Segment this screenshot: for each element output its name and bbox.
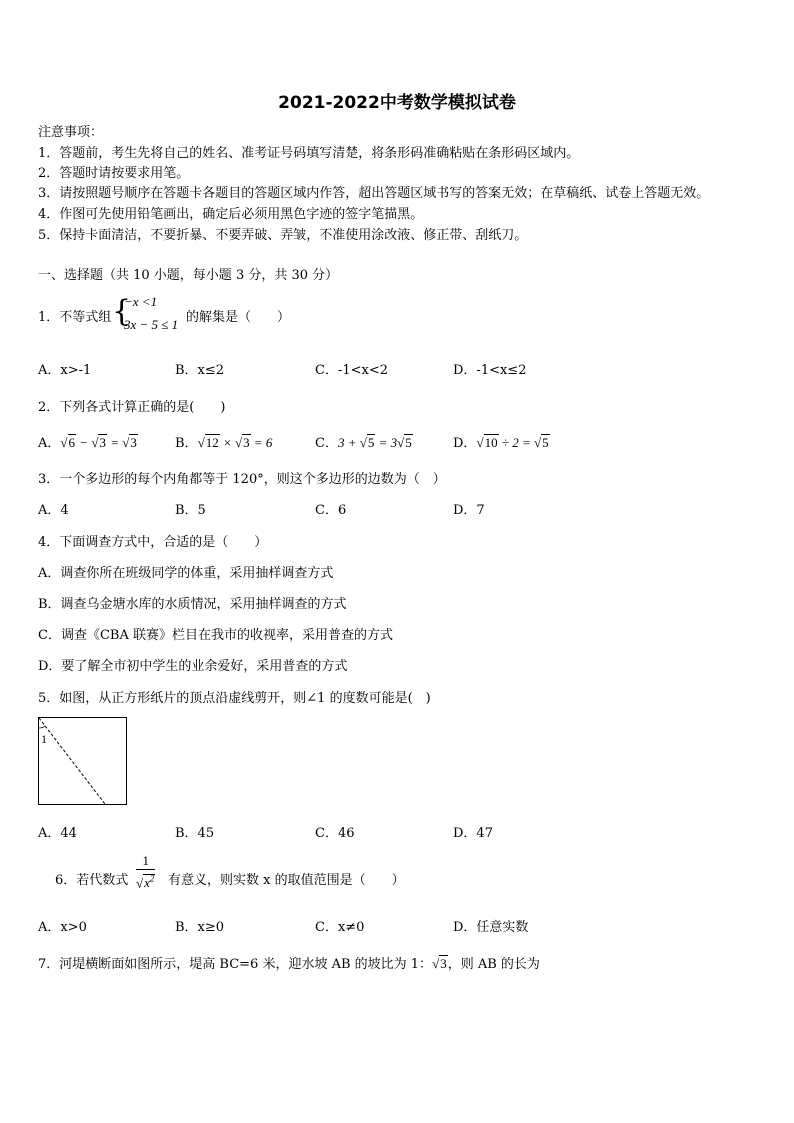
q6-suffix: 有意义，则实数 x 的取值范围是（ ）: [168, 873, 405, 888]
q3-option-d: D．7: [453, 503, 485, 518]
q1-prefix: 1．不等式组: [38, 310, 112, 325]
q6-option-c: C．x≠0: [315, 920, 365, 935]
square-paper-figure: [37, 716, 129, 806]
section-heading: 一、选择题（共 10 小题，每小题 3 分，共 30 分）: [38, 268, 339, 283]
q2-option-c: C．3 + √5 = 3√5: [315, 435, 412, 451]
q6-prefix: 6．若代数式: [55, 873, 129, 888]
q3-option-b: B．5: [175, 503, 206, 518]
q5-option-b: B．45: [175, 826, 215, 841]
q2-option-a: A．√6 − √3 = √3: [38, 435, 137, 451]
q1-option-a: A．x>-1: [38, 363, 92, 378]
q1-inequality-1: −x <1: [124, 294, 158, 309]
notice-item: 4．作图可先使用铅笔画出，确定后必须用黑色字迹的签字笔描黑。: [38, 207, 424, 222]
q6-option-b: B．x≥0: [175, 920, 225, 935]
dashed-cut-line: [39, 718, 105, 804]
notice-item: 1．答题前，考生先将自己的姓名、准考证号码填写清楚，将条形码准确粘贴在条形码区域内。: [38, 146, 580, 161]
q4-stem: 4．下面调查方式中，合适的是（ ）: [38, 535, 268, 550]
q2-stem: 2．下列各式计算正确的是( ): [38, 400, 226, 415]
square-outline: [39, 718, 127, 805]
q6-fraction: $\frac{1}{√x^2}$: [136, 853, 155, 891]
q4-option-d: D．要了解全市初中学生的业余爱好，采用普查的方式: [38, 659, 348, 674]
q4-option-c: C．调查《CBA 联赛》栏目在我市的收视率，采用普查的方式: [38, 628, 393, 643]
q1-inequality-2: 3x − 5 ≤ 1: [124, 317, 179, 332]
page-title: 2021-2022中考数学模拟试卷: [278, 93, 516, 113]
q3-stem: 3．一个多边形的每个内角都等于 120°，则这个多边形的边数为（ ）: [38, 472, 446, 487]
q1-suffix: 的解集是（ ）: [186, 310, 291, 325]
q1-option-b: B．x≤2: [175, 363, 225, 378]
q7-stem: 7．河堤横断面如图所示，堤高 BC=6 米，迎水坡 AB 的坡比为 1：√3，则 AB 的长为: [38, 956, 540, 972]
q3-option-a: A．4: [38, 503, 69, 518]
q6-option-a: A．x>0: [38, 920, 87, 935]
q5-option-a: A．44: [38, 826, 77, 841]
q1-option-c: C．-1<x<2: [315, 363, 388, 378]
notice-item: 5．保持卡面清洁，不要折暴、不要弄破、弄皱，不准使用涂改液、修正带、刮纸刀。: [38, 228, 528, 243]
notice-item: 3．请按照题号顺序在答题卡各题目的答题区域内作答，超出答题区域书写的答案无效；在草稿纸、试卷上答题无效。: [38, 186, 710, 201]
brace-symbol: {: [112, 294, 132, 329]
q1-option-d: D．-1<x≤2: [453, 363, 527, 378]
q2-option-b: B．√12 × √3 = 6: [175, 435, 273, 451]
q4-option-b: B．调查乌金塘水库的水质情况，采用抽样调查的方式: [38, 597, 347, 612]
angle-arc: [39, 726, 45, 728]
q5-option-c: C．46: [315, 826, 355, 841]
angle-label: 1: [41, 732, 47, 746]
q3-option-c: C．6: [315, 503, 347, 518]
q5-stem: 5．如图，从正方形纸片的顶点沿虚线剪开，则∠1 的度数可能是( ): [38, 691, 431, 706]
notice-heading: 注意事项：: [38, 125, 104, 140]
q2-option-d: D．√10 ÷ 2 = √5: [453, 435, 549, 451]
q5-option-d: D．47: [453, 826, 493, 841]
q4-option-a: A．调查你所在班级同学的体重，采用抽样调查方式: [38, 566, 334, 581]
notice-item: 2．答题时请按要求用笔。: [38, 166, 190, 181]
q6-option-d: D．任意实数: [453, 920, 529, 935]
